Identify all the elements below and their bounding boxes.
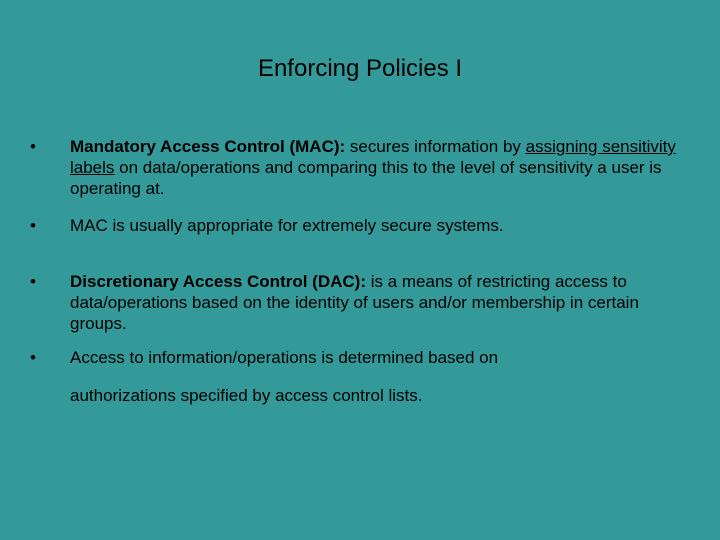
bullet-dot: • [30,216,36,235]
slide-title: Enforcing Policies I [257,55,463,82]
bullet-dac-access [30,347,690,368]
bullet-text [70,271,690,334]
bullet-continuation [30,385,690,406]
bullet-dot: • [30,348,36,367]
bullet-dot: • [30,137,36,156]
bullet-term-mac: Mandatory Access Control (MAC): [70,137,346,156]
bullet-text [70,136,690,199]
bullet-dot: • [30,272,36,291]
bullet-text-part: secures information by [345,137,526,156]
bullet-text: Access to information/operations is determined based on [70,348,499,367]
bullet-text: authorizations specified by access control lists. [70,386,423,405]
bullet-mac-usage [30,215,690,236]
bullet-text: MAC is usually appropriate for extremely secure systems. [70,216,504,235]
underlined-phrase: assigning sensitivity labels [70,137,676,177]
bullet-term-dac: Discretionary Access Control (DAC): [70,272,366,291]
bullet-text-part: on data/operations and comparing this to the level of sensitivity a user is operating at. [70,158,662,198]
bullet-dac-definition [30,271,690,334]
bullet-text-part: is a means of restricting access to data/operations based on the identity of users and/or membership in certain groups. [70,272,639,333]
bullet-mac-definition [30,136,690,199]
